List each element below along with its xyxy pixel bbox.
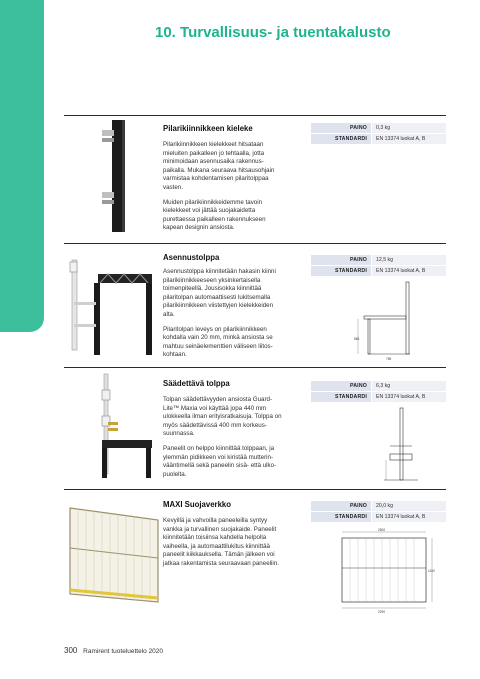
- section-title: Säädettävä tolppa: [163, 379, 230, 388]
- spec-row-weight: [311, 123, 446, 133]
- paragraph: Tolpan säädettävyyden ansiosta Guard- Lite™ Maxia voi käyttää jopa 440 mm ulokkeella ilman erityisratkaisuja. Tolppa on myös säädettävissä 400 mm korkeus- suunnassa.: [163, 396, 282, 438]
- section-text: [163, 268, 295, 366]
- spec-value: 20,0 kg: [372, 501, 446, 511]
- section-asennustolppa: [64, 244, 446, 364]
- safety-net-drawing: [322, 528, 440, 614]
- paragraph: Pilarikiinnikkeen kielekkeet hitsataan mieluiten paikalleen jo tehtaalla, jotta minimoidaan asennusaika rakennus- paikalla. Mukana seuraava hitsausohjain varmistaa kohdentamisen pilaritolppaa vasten.: [163, 141, 275, 191]
- section-title: Asennustolppa: [163, 253, 220, 262]
- spec-row-standard: [311, 266, 446, 276]
- spec-table: [311, 123, 446, 145]
- spec-key: PAINO: [311, 501, 371, 511]
- spec-value: 0,3 kg: [372, 123, 446, 133]
- spec-row-weight: [311, 501, 446, 511]
- dimension-label: 865: [354, 337, 360, 341]
- spec-key: STANDARDI: [311, 266, 371, 276]
- spec-value: 6,3 kg: [372, 381, 446, 391]
- dimension-label: 785: [386, 357, 392, 361]
- spec-value: EN 13374 luokat A, B: [372, 134, 446, 144]
- section-maxi-suojaverkko: [64, 490, 446, 620]
- installation-post-photo: [64, 244, 156, 360]
- section-text: [163, 396, 295, 485]
- spec-key: PAINO: [311, 381, 371, 391]
- section-title: Pilarikiinnikkeen kieleke: [163, 124, 253, 133]
- spec-row-weight: [311, 255, 446, 265]
- spec-table: [311, 501, 446, 523]
- spec-row-standard: [311, 134, 446, 144]
- installation-post-drawing: [354, 280, 414, 362]
- spec-key: PAINO: [311, 255, 371, 265]
- paragraph: Muiden pilarikiinnikkeidemme tavoin kielekkeet voi jättää suojakaidetta purettaessa paikalleen rakennukseen kapean designin ansiosta.: [163, 198, 266, 232]
- spec-value: EN 13374 luokat A, B: [372, 266, 446, 276]
- dimension-label: 2500: [378, 528, 386, 532]
- paragraph: Kevyillä ja vahvoilla paneeleilla syntyy vankka ja turvallinen suojakaide. Paneelit kiinnitetään toisiinsa kahdella helpolla vaiheella, ja automaattilukitus kiinnittää paneelit kiikkauksella. Tämän jälkeen voi jatkaa rakentamista seuraavaan paneeliin.: [163, 517, 279, 567]
- safety-net-photo: [64, 490, 164, 618]
- column-bracket-photo: [64, 116, 154, 234]
- section-pilarikiinnike: [64, 116, 446, 240]
- spec-table: [311, 255, 446, 277]
- adjustable-post-drawing: [382, 406, 422, 484]
- section-title: MAXI Suojaverkko: [163, 500, 232, 509]
- adjustable-post-photo: [64, 368, 156, 482]
- spec-key: STANDARDI: [311, 392, 371, 402]
- spec-table: [311, 381, 446, 403]
- spec-row-standard: [311, 392, 446, 402]
- dimension-label: 2290: [378, 610, 386, 614]
- dimension-label: 1100: [428, 569, 435, 573]
- footer-text: Ramirent tuoteluettelo 2020: [83, 648, 164, 655]
- side-tab: [0, 0, 44, 332]
- spec-value: EN 13374 luokat A, B: [372, 392, 446, 402]
- spec-key: STANDARDI: [311, 134, 371, 144]
- paragraph: Pilaritolpan leveys on pilarikiinnikkeen kohdalla vain 20 mm, minkä ansiosta se mahtuu seinäelementtien väliseen liitos- kohtaan.: [163, 325, 273, 359]
- spec-key: PAINO: [311, 123, 371, 133]
- spec-value: 12,5 kg: [372, 255, 446, 265]
- paragraph: Paneelit on helppo kiinnittää tolppaan, ja ylemmän pidikkeen voi kiristää mutterin- vääntimellä sekä paneelin sisä- että ulko- puolelta.: [163, 444, 277, 478]
- spec-key: STANDARDI: [311, 512, 371, 522]
- page-number: 300: [64, 646, 78, 655]
- paragraph: Asennustolppa kiinnitetään hakasin kiinni pilarikiinnikkeeseen yksinkertaisella toimenpiteellä. Jousisokka kiinnittää pilaritolpan automaattisesti lukitsemalla pilarikiinnikkeen viistettyjen kielekkeiden alta.: [163, 268, 276, 318]
- section-saadettava-tolppa: [64, 368, 446, 486]
- section-text: [163, 517, 295, 575]
- spec-row-weight: [311, 381, 446, 391]
- page-footer: [64, 646, 163, 655]
- spec-value: EN 13374 luokat A, B: [372, 512, 446, 522]
- section-text: [163, 141, 295, 239]
- spec-row-standard: [311, 512, 446, 522]
- page-title: 10. Turvallisuus- ja tuentakalusto: [155, 24, 391, 41]
